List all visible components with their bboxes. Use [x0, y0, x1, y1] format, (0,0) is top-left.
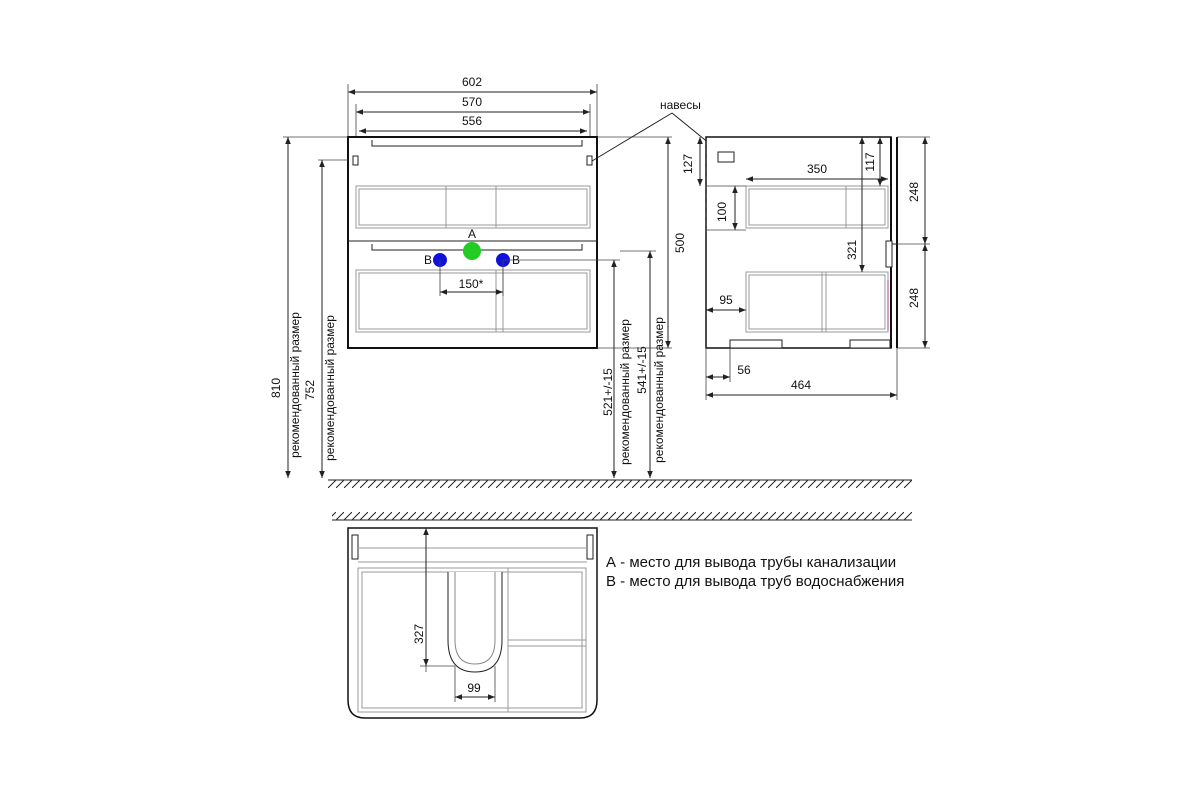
side-view — [681, 137, 930, 400]
dim-570-label: 570 — [461, 95, 483, 109]
dim-117-label: 117 — [863, 152, 877, 172]
dim-150-label: 150* — [458, 277, 484, 291]
drain-outlet-marker-a — [463, 242, 481, 260]
label-b-left: B — [423, 253, 433, 267]
dim-248-top-label: 248 — [907, 181, 921, 203]
recommended-size-label: рекомендованный размер — [618, 319, 632, 465]
dim-556-label: 556 — [461, 114, 483, 128]
dim-810-label: 810 — [269, 377, 283, 399]
dim-521-label: 521+/-15 — [601, 368, 615, 416]
dim-752-label: 752 — [303, 379, 317, 401]
dim-541-label: 541+/-15 — [635, 346, 649, 394]
dim-95-label: 95 — [719, 293, 733, 307]
dim-350-label: 350 — [806, 162, 828, 176]
recommended-size-label: рекомендованный размер — [288, 312, 302, 458]
dim-327-label: 327 — [412, 623, 426, 645]
label-a: A — [467, 227, 477, 241]
dim-500-label: 500 — [673, 232, 687, 254]
dim-99-label: 99 — [467, 681, 481, 695]
top-view — [332, 512, 912, 718]
legend — [606, 554, 904, 590]
hinges-label: навесы — [660, 98, 701, 112]
legend-line-b: В - место для вывода труб водоснабжения — [606, 573, 905, 590]
dim-321-label: 321 — [845, 239, 859, 261]
dim-602-label: 602 — [461, 75, 483, 89]
recommended-size-label: рекомендованный размер — [652, 317, 666, 463]
dim-464-label: 464 — [790, 378, 812, 392]
dim-56-label: 56 — [737, 363, 751, 377]
label-b-right: B — [511, 253, 521, 267]
dim-248-bottom-label: 248 — [907, 287, 921, 309]
legend-line-a: А - место для вывода трубы канализации — [606, 554, 897, 571]
front-view — [348, 75, 726, 348]
dim-127-label: 127 — [681, 153, 695, 175]
recommended-size-label: рекомендованный размер — [323, 315, 337, 461]
dim-100-label: 100 — [715, 201, 729, 223]
